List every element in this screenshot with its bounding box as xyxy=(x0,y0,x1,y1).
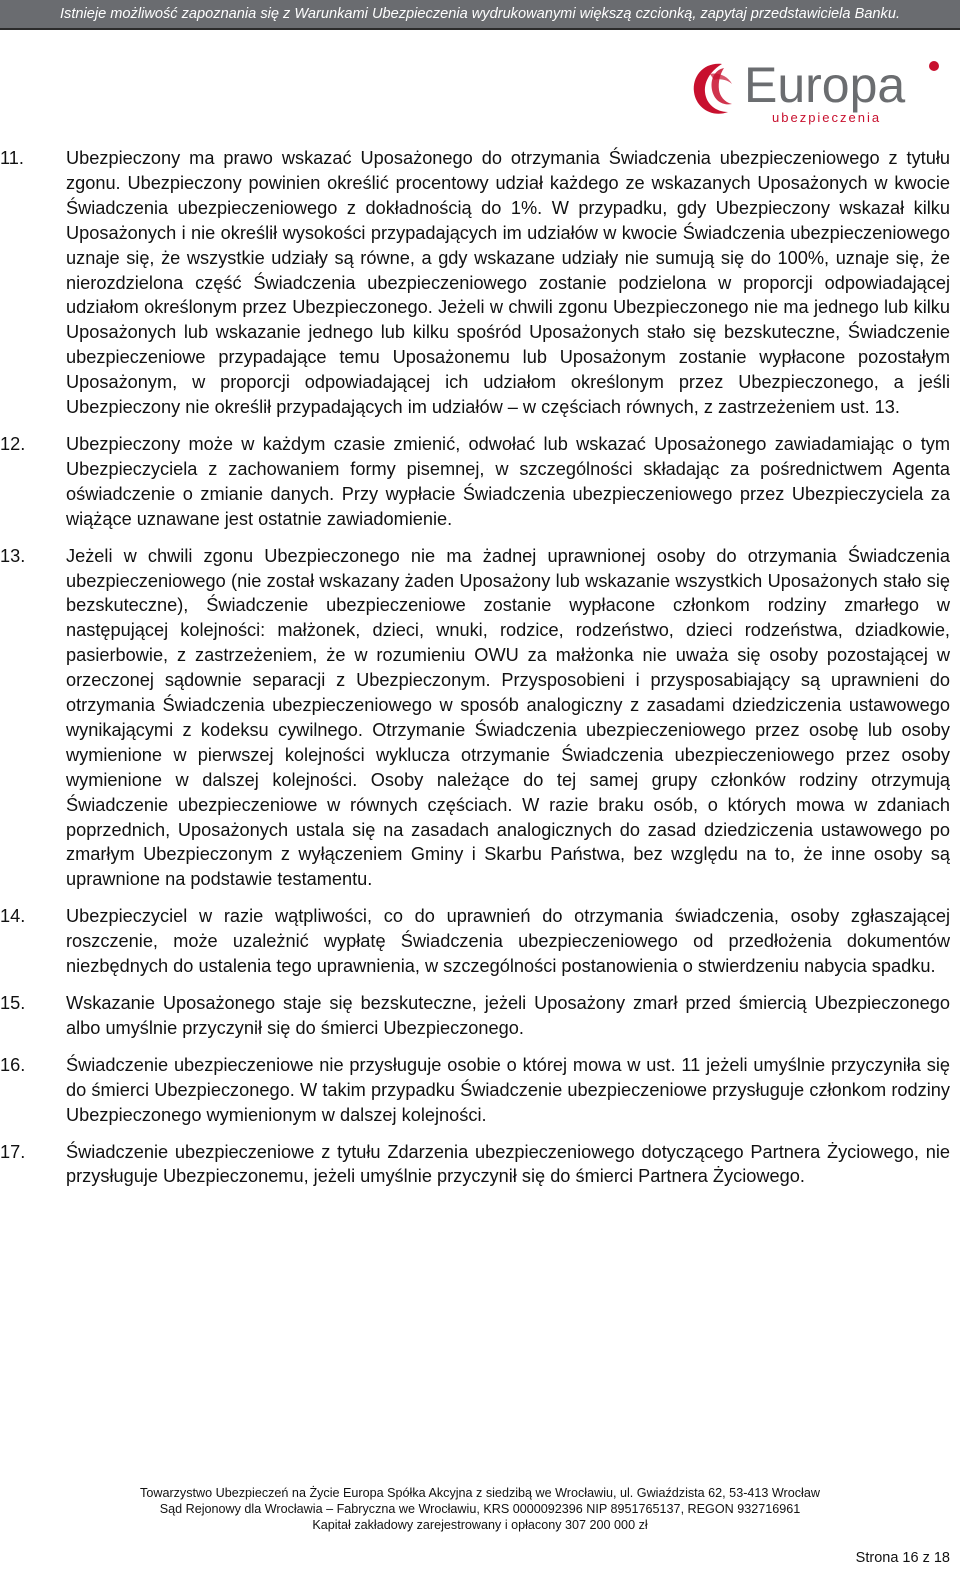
top-notice-bar xyxy=(0,0,960,28)
page-number: Strona 16 z 18 xyxy=(855,1550,950,1566)
clause-item xyxy=(0,146,950,420)
clause-item xyxy=(0,1140,950,1190)
clause-item xyxy=(0,544,950,893)
clause-item xyxy=(0,904,950,979)
clause-text: Ubezpieczony może w każdym czasie zmienić, odwołać lub wskazać Uposażonego zawiadamiając o tym Ubezpieczyciela z zachowaniem formy pisemnej, w szczególności składając za pośrednictwem Agenta oświadczenie o zmianie danych. Przy wypłacie Świadczenia ubezpieczeniowego przez Ubezpieczyciela za wiążące uznawane jest ostatnie zawiadomienie. xyxy=(66,433,950,529)
clause-item xyxy=(0,991,950,1041)
clause-number: 14. xyxy=(0,906,26,927)
footer-line-court: Sąd Rejonowy dla Wrocławia – Fabryczna we Wrocławiu, KRS 0000092396 NIP 8951765137, REGON 932716961 xyxy=(159,1502,801,1516)
logo-tagline-text: ubezpieczenia xyxy=(772,110,882,125)
clause-item xyxy=(0,432,950,532)
clause-number: 16. xyxy=(0,1054,26,1075)
clause-number: 17. xyxy=(0,1141,26,1162)
clause-number: 15. xyxy=(0,993,26,1013)
footer-line-company: Towarzystwo Ubezpieczeń na Życie Europa Spółka Akcyjna z siedzibą we Wrocławiu, ul. Gwiaździsta 62, 53-413 Wrocław xyxy=(140,1486,820,1500)
clause-text: Wskazanie Uposażonego staje się bezskuteczne, jeżeli Uposażony zmarł przed śmiercią Ubezpieczonego albo umyślnie przyczynił się do śmierci Ubezpieczonego. xyxy=(66,993,950,1038)
clause-number: 13. xyxy=(0,545,26,566)
clause-text: Jeżeli w chwili zgonu Ubezpieczonego nie ma żadnej uprawnionej osoby do otrzymania Świadczenia ubezpieczeniowego (nie został wskazany żaden Uposażony lub wskazanie wszystkich Uposażonych stało się bezskuteczne), Świadczenie ubezpieczeniowe zostanie wypłacone członkom rodziny zmarłego w następującej kolejności: małżonek, dzieci, wnuki, rodzice, rodzeństwo, dzieci rodzeństwa, dziadkowie, pasierbowie, z zastrzeżeniem, że w rozumieniu OWU za małżonka nie uważa się osoby pozostającej w orzeczonej sądownie separacji z Ubezpieczonym. Przysposobieni i przysposabiający są uprawnieni do otrzymania Świadczenia ubezpieczeniowego w sposób analogiczny z zasadami dziedziczenia ustawowego wynikającymi z kodeksu cywilnego. Otrzymanie Świadczenia ubezpieczeniowego przez osobę lub osoby wymienione w pierwszej kolejności wyklucza otrzymanie Świadczenia ubezpieczeniowego przez osoby wymienione w dalszej kolejności. Osoby należące do tej samej grupy członków rodziny otrzymują Świadczenie ubezpieczeniowe w równych częściach. W razie braku osób, o których mowa w zdaniach poprzednich, Uposażonych ustala się na zasadach analogicznych do zasad dziedziczenia ustawowego po zmarłym Ubezpieczonym z wyłączeniem Gminy i Skarbu Państwa, bez względu na to, że inne osoby są uprawnione na podstawie testamentu. xyxy=(66,545,950,890)
clause-item xyxy=(0,1053,950,1128)
clause-text: Ubezpieczony ma prawo wskazać Uposażonego do otrzymania Świadczenia ubezpieczeniowego z tytułu zgonu. Ubezpieczony powinien określić procentowy udział każdego ze wskazanych Uposażonych w kwocie Świadczenia ubezpieczeniowego z dokładnością do 1%. W przypadku, gdy Ubezpieczony wskazał kilku Uposażonych i nie określił wysokości przypadających im udziałów w kwocie Świadczenia ubezpieczeniowego uznaje się, że wszystkie udziały są równe, a gdy wskazane udziały nie sumują się do 100%, uznaje się, że nierozdzielona część Świadczenia ubezpieczeniowego zostanie podzielona w proporcji odpowiadającej udziałom określonym przez Ubezpieczonego. Jeżeli w chwili zgonu Ubezpieczonego nie ma jednego lub kilku Uposażonych lub wskazanie jednego lub kilku spośród Uposażonych stało się bezskuteczne, Świadczenie ubezpieczeniowe przypadające temu Uposażonemu lub Uposażonym zostanie wypłacone pozostałym Uposażonym, w proporcji odpowiadającej ich udziałom określonym przez Ubezpieczonego, a jeśli Ubezpieczony nie określił przypadających im udziałów – w częściach równych, z zastrzeżeniem ust. 13. xyxy=(66,148,950,418)
clause-text: Świadczenie ubezpieczeniowe z tytułu Zdarzenia ubezpieczeniowego dotyczącego Partnera Życiowego, nie przysługuje Ubezpieczonemu, jeżeli umyślnie przyczynił się do śmierci Partnera Życiowego. xyxy=(66,1141,950,1187)
clause-text: Ubezpieczyciel w razie wątpliwości, co do uprawnień do otrzymania świadczenia, osoby zgłaszającej roszczenie, może uzależnić wypłatę Świadczenia ubezpieczeniowego od przedłożenia dokumentów niezbędnych do ustalenia tego uprawnienia, w szczególności postanowienia o stwierdzeniu nabycia spadku. xyxy=(66,906,950,977)
footer-line-capital: Kapitał zakładowy zarejestrowany i opłacony 307 200 000 zł xyxy=(312,1518,648,1532)
top-notice-text: Istnieje możliwość zapoznania się z Warunkami Ubezpieczenia wydrukowanymi większą czcionką, zapytaj przedstawiciela Banku. xyxy=(59,6,901,22)
europa-logo xyxy=(688,54,940,126)
header-divider xyxy=(0,28,960,30)
logo-brand-text: Europa xyxy=(744,57,906,113)
clause-list xyxy=(0,146,960,1201)
clause-number: 11. xyxy=(0,148,24,168)
clause-text: Świadczenie ubezpieczeniowe nie przysługuje osobie o której mowa w ust. 11 jeżeli umyślnie przyczyniła się do śmierci Ubezpieczonego. W takim przypadku Świadczenie ubezpieczeniowe przysługuje członkom rodziny Ubezpieczonego wymienionym w dalszej kolejności. xyxy=(66,1054,950,1125)
company-footer xyxy=(0,1485,960,1533)
clause-number: 12. xyxy=(0,433,26,454)
